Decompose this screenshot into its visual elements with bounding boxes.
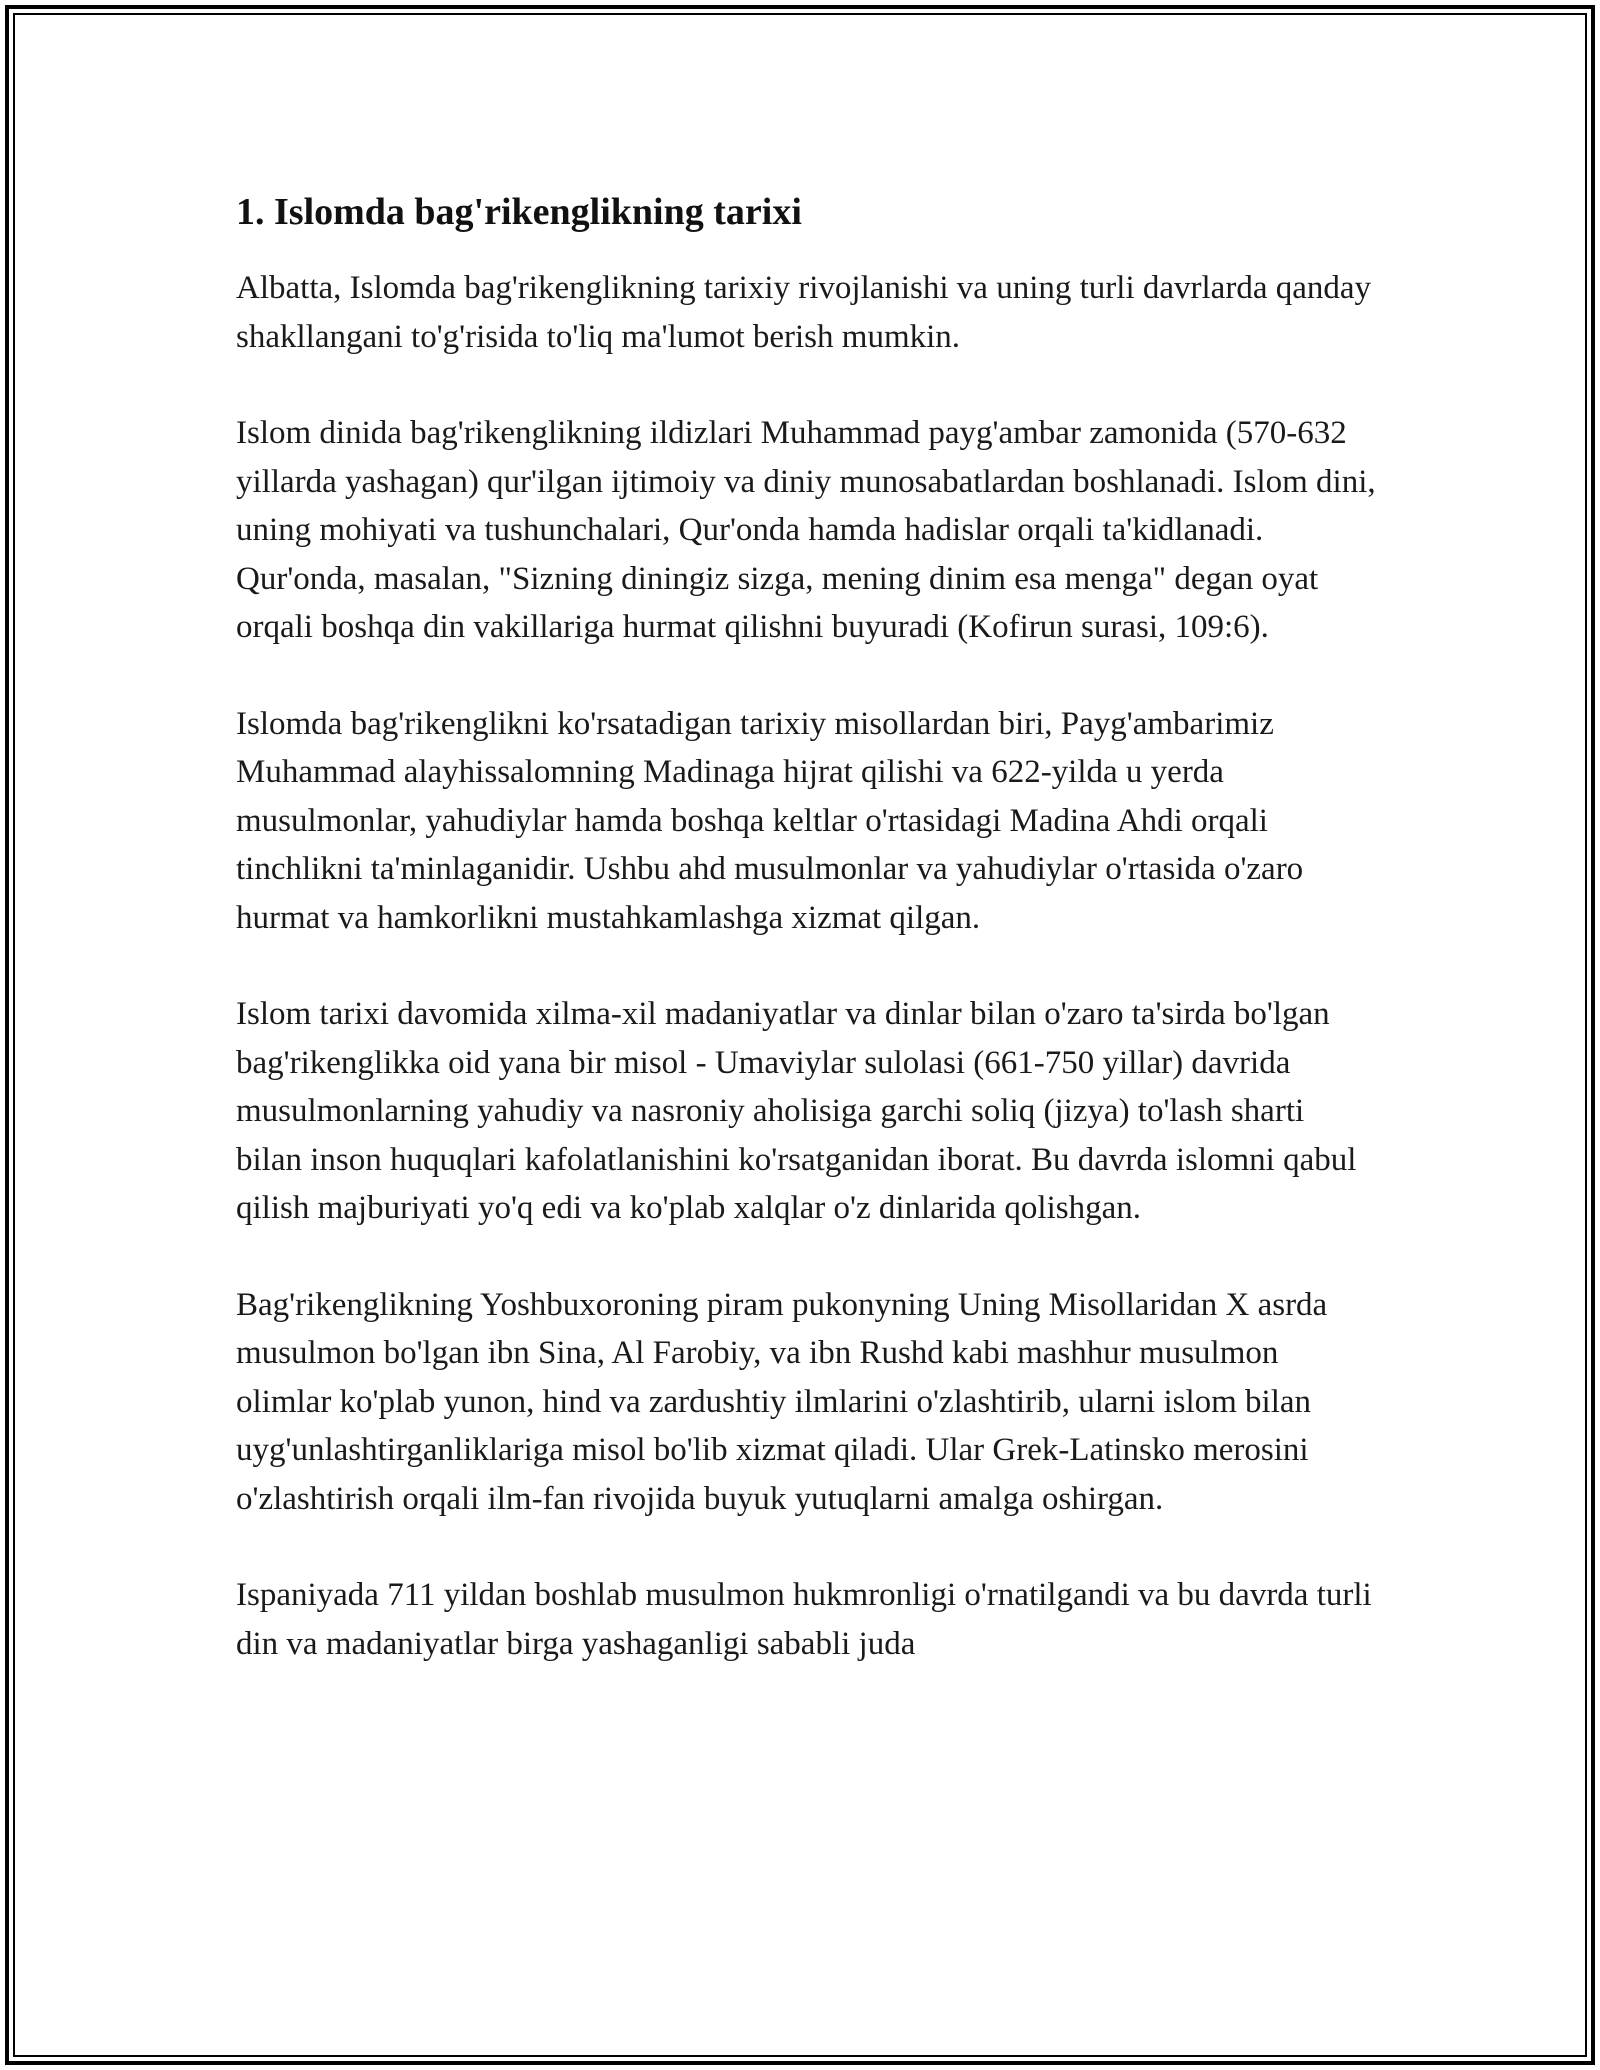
- paragraph-umayyad: Islom tarixi davomida xilma-xil madaniyatlar va dinlar bilan o'zaro ta'sirda bo'lgan bag'rikenglikka oid yana bir misol - Umaviylar sulolasi (661-750 yillar) davrida musulmonlarning yahudiy va nasroniy aholisiga garchi soliq (jizya) to'lash sharti bilan inson huquqlari kafolatlanishini ko'rsatganidan iborat. Bu davrda islomni qabul qilish majburiyati yo'q edi va ko'plab xalqlar o'z dinlarida qolishgan.: [236, 996, 1357, 1226]
- document-body: [236, 186, 1376, 1716]
- paragraph-medina: Islomda bag'rikenglikni ko'rsatadigan tarixiy misollardan biri, Payg'ambarimiz Muhammad alayhissalomning Madinaga hijrat qilishi va 622-yilda u yerda musulmonlar, yahudiylar hamda boshqa keltlar o'rtasidagi Madina Ahdi orqali tinchlikni ta'minlaganidir. Ushbu ahd musulmonlar va yahudiylar o'rtasida o'zaro hurmat va hamkorlikni mustahkamlashga xizmat qilgan.: [236, 705, 1304, 936]
- paragraph-intro: Albatta, Islomda bag'rikenglikning tarixiy rivojlanishi va uning turli davrlarda qanday shakllangani to'g'risida to'liq ma'lumot berish mumkin.: [236, 270, 1372, 355]
- paragraph-roots: Islom dinida bag'rikenglikning ildizlari Muhammad payg'ambar zamonida (570-632 yillarda yashagan) qur'ilgan ijtimoiy va diniy munosabatlardan boshlanadi. Islom dini, uning mohiyati va tushunchalari, Qur'onda hamda hadislar orqali ta'kidlanadi. Qur'onda, masalan, "Sizning diningiz sizga, mening dinim esa menga" degan oyat orqali boshqa din vakillariga hurmat qilishni buyuradi (Kofirun surasi, 109:6).: [236, 415, 1376, 645]
- paragraph-spain: Ispaniyada 711 yildan boshlab musulmon hukmronligi o'rnatilgandi va bu davrda turli din va madaniyatlar birga yashaganligi sababli juda: [236, 1577, 1372, 1662]
- section-heading: 1. Islomda bag'rikenglikning tarixi: [236, 191, 802, 233]
- paragraph-scholars: Bag'rikenglikning Yoshbuxoroning piram pukonyning Uning Misollaridan X asrda musulmon bo'lgan ibn Sina, Al Farobiy, va ibn Rushd kabi mashhur musulmon olimlar ko'plab yunon, hind va zardushtiy ilmlarini o'zlashtirib, ularni islom bilan uyg'unlashtirganliklariga misol bo'lib xizmat qiladi. Ular Grek-Latinsko merosini o'zlashtirish orqali ilm-fan rivojida buyuk yutuqlarni amalga oshirgan.: [236, 1286, 1328, 1517]
